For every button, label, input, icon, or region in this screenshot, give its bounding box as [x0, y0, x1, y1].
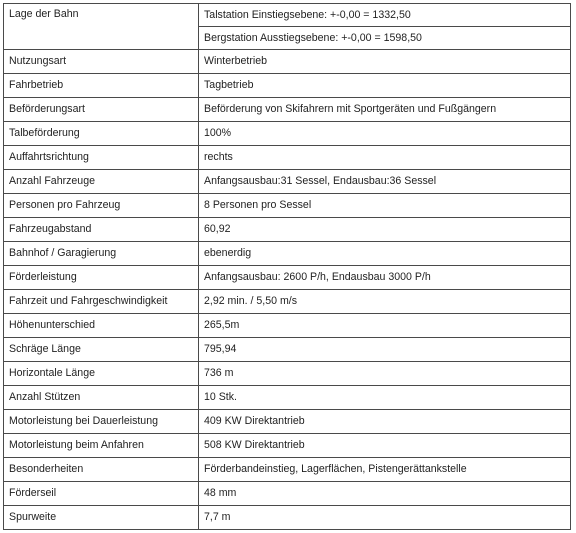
- table-row: [4, 146, 571, 170]
- row-label: Fahrzeit und Fahrgeschwindigkeit: [4, 290, 199, 314]
- row-label: Beförderungsart: [4, 98, 199, 122]
- row-value: Tagbetrieb: [199, 74, 571, 98]
- row-value: 265,5m: [199, 314, 571, 338]
- row-label: Auffahrtsrichtung: [4, 146, 199, 170]
- row-label: Personen pro Fahrzeug: [4, 194, 199, 218]
- row-label: Spurweite: [4, 506, 199, 530]
- row-value: rechts: [199, 146, 571, 170]
- row-value: 7,7 m: [199, 506, 571, 530]
- row-value: 8 Personen pro Sessel: [199, 194, 571, 218]
- row-label: Lage der Bahn: [4, 4, 199, 50]
- spec-sheet: [3, 3, 570, 528]
- row-value: 10 Stk.: [199, 386, 571, 410]
- table-row: [4, 218, 571, 242]
- row-label: Fahrbetrieb: [4, 74, 199, 98]
- row-label: Schräge Länge: [4, 338, 199, 362]
- row-label: Motorleistung beim Anfahren: [4, 434, 199, 458]
- table-row: [4, 170, 571, 194]
- row-label: Fahrzeugabstand: [4, 218, 199, 242]
- row-value: Anfangsausbau:31 Sessel, Endausbau:36 Sessel: [199, 170, 571, 194]
- row-value: 2,92 min. / 5,50 m/s: [199, 290, 571, 314]
- table-row: [4, 50, 571, 74]
- table-row: [4, 458, 571, 482]
- row-value: Beförderung von Skifahrern mit Sportgeräten und Fußgängern: [199, 98, 571, 122]
- row-value: 48 mm: [199, 482, 571, 506]
- table-row: [4, 506, 571, 530]
- row-value: 795,94: [199, 338, 571, 362]
- row-value: Anfangsausbau: 2600 P/h, Endausbau 3000 P/h: [199, 266, 571, 290]
- table-row: [4, 482, 571, 506]
- row-label: Bahnhof / Garagierung: [4, 242, 199, 266]
- row-label: Förderleistung: [4, 266, 199, 290]
- row-value: Förderbandeinstieg, Lagerflächen, Pistengerättankstelle: [199, 458, 571, 482]
- row-value: Winterbetrieb: [199, 50, 571, 74]
- row-value: 100%: [199, 122, 571, 146]
- table-row: [4, 290, 571, 314]
- table-row: [4, 434, 571, 458]
- table-row: [4, 266, 571, 290]
- table-row: [4, 386, 571, 410]
- table-row: [4, 338, 571, 362]
- row-value: Bergstation Ausstiegsebene: +-0,00 = 1598,50: [199, 27, 571, 50]
- technical-data-table: [3, 3, 571, 530]
- row-label: Motorleistung bei Dauerleistung: [4, 410, 199, 434]
- table-row: [4, 410, 571, 434]
- row-value: 409 KW Direktantrieb: [199, 410, 571, 434]
- table-row: [4, 314, 571, 338]
- row-value: Talstation Einstiegsebene: +-0,00 = 1332,50: [199, 4, 571, 27]
- row-label: Anzahl Stützen: [4, 386, 199, 410]
- table-row: [4, 194, 571, 218]
- row-label: Talbeförderung: [4, 122, 199, 146]
- table-row: [4, 98, 571, 122]
- table-row: [4, 4, 571, 27]
- row-label: Höhenunterschied: [4, 314, 199, 338]
- row-label: Anzahl Fahrzeuge: [4, 170, 199, 194]
- table-row: [4, 122, 571, 146]
- row-value: 736 m: [199, 362, 571, 386]
- row-label: Besonderheiten: [4, 458, 199, 482]
- table-row: [4, 242, 571, 266]
- row-value: ebenerdig: [199, 242, 571, 266]
- row-value: 508 KW Direktantrieb: [199, 434, 571, 458]
- table-row: [4, 74, 571, 98]
- row-value: 60,92: [199, 218, 571, 242]
- row-label: Nutzungsart: [4, 50, 199, 74]
- table-row: [4, 362, 571, 386]
- row-label: Förderseil: [4, 482, 199, 506]
- row-label: Horizontale Länge: [4, 362, 199, 386]
